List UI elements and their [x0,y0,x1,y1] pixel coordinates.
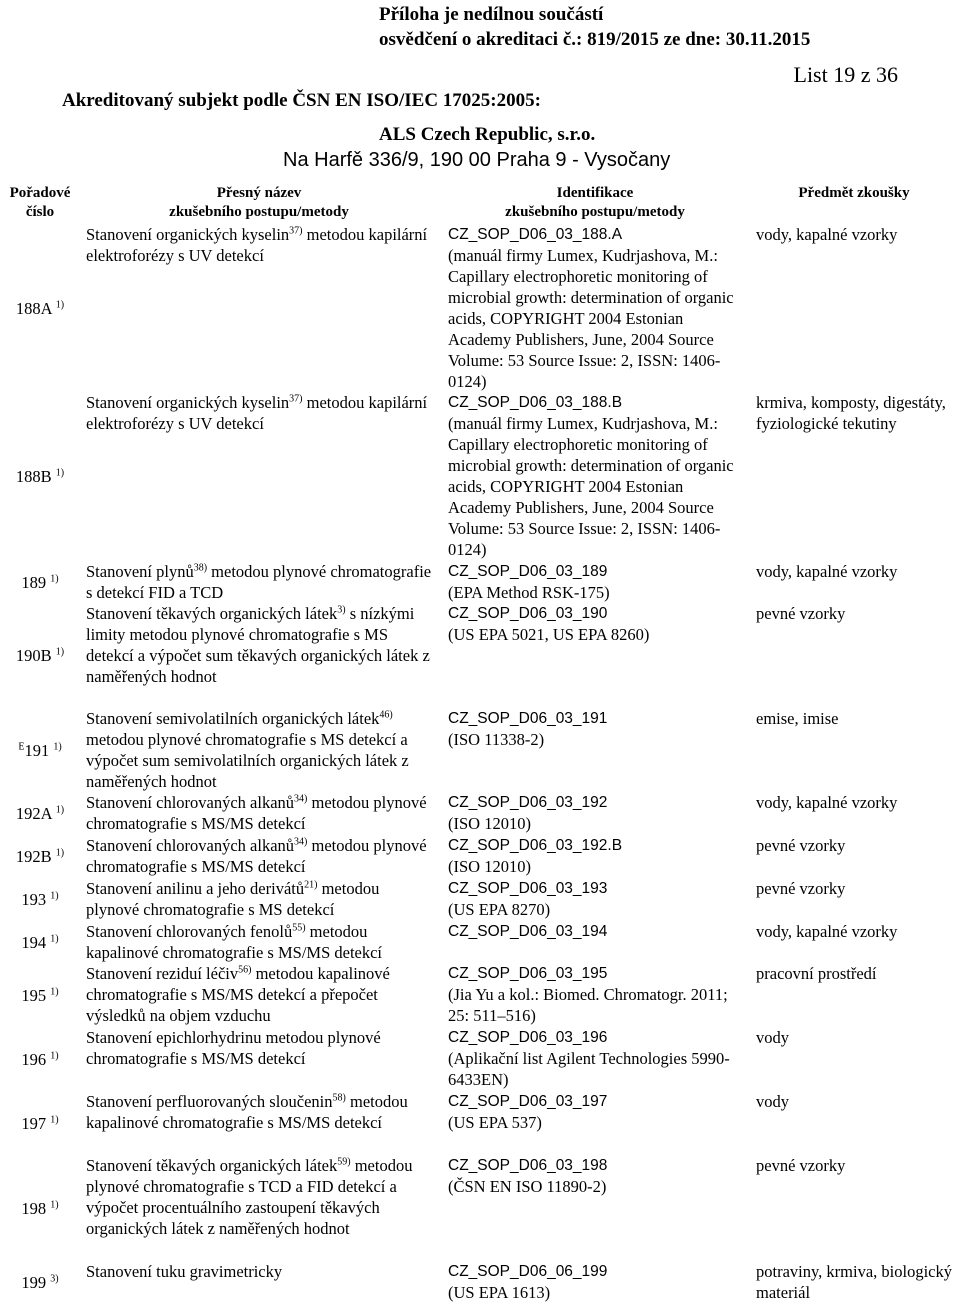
sop-reference: (ISO 11338-2) [448,730,545,749]
column-header-subject [750,184,958,224]
order-number-cell [2,921,78,963]
table-row [2,792,958,835]
method-name-text: Stanovení chlorovaných alkanů [86,836,295,855]
order-number: 189 [21,572,47,592]
order-number-footnote: 1) [55,299,65,310]
method-name-cell [78,1261,440,1303]
order-number-footnote: 1) [50,573,59,584]
identification-cell [440,224,750,392]
method-name-cell [78,792,440,835]
method-footnote: 34) [294,793,308,805]
sop-reference: (manuál firmy Lumex, Kudrjashova, M.: Capillary electrophoretic monitoring of microbial growth: determination of organic acids, COPYRIGHT 2004 Estonian Academy Publishers, June, 2004 Source Volume: 53 Source Issue: 2, ISSN: 1406-0124) [448,246,734,391]
sop-code: CZ_SOP_D06_03_194 [448,923,608,940]
identification-cell [440,878,750,921]
order-number-footnote: 1) [55,847,65,859]
method-name-cell [78,561,440,603]
sop-code: CZ_SOP_D06_03_197 [448,1093,608,1110]
order-number-footnote: 1) [55,467,65,479]
test-subject: vody, kapalné vzorky [756,562,898,581]
test-subject: pracovní prostředí [756,964,877,983]
method-footnote: 59) [337,1156,351,1168]
method-name-cell [78,708,440,792]
order-number-cell [2,835,78,878]
sop-code: CZ_SOP_D06_03_195 [448,965,608,982]
test-subject-cell [750,963,958,1027]
test-subject: pevné vzorky [756,836,846,855]
method-name-text-rest: metodou kapalinové chromatografie s MS/MS detekcí [86,1092,408,1132]
method-footnote: 37) [289,225,303,237]
test-subject-cell [750,878,958,921]
table-row [2,1155,958,1261]
column-header-line: Pořadové [9,185,71,201]
method-name-text: Stanovení těkavých organických látek [86,604,338,623]
identification-cell [440,392,750,561]
test-subject-cell [750,392,958,561]
order-number: 188B [15,467,52,486]
method-name-cell [78,963,440,1027]
order-number-cell [2,1155,78,1261]
method-name-text: Stanovení organických kyselin [86,225,290,244]
order-number-footnote: 1) [50,1050,59,1061]
column-header-identification [440,184,750,224]
annex-notice: Příloha je nedílnou součástí [379,4,604,25]
identification-cell [440,561,750,603]
order-number: 188A [15,298,52,318]
table-row [2,708,958,792]
order-number: 190B [15,646,52,665]
method-name-text-rest: metodou kapilární elektroforézy s UV detekcí [86,393,428,433]
table-row [2,1027,958,1091]
test-subject: potraviny, krmiva, biologický materiál [756,1262,952,1302]
method-footnote: 58) [332,1092,346,1104]
method-name-text: Stanovení perfluorovaných sloučenin [86,1092,333,1111]
test-subject: pevné vzorky [756,604,846,623]
sop-code: CZ_SOP_D06_03_191 [448,710,608,727]
order-number: 199 [21,1272,47,1292]
test-subject: vody [756,1028,789,1047]
identification-cell [440,921,750,963]
sop-reference: (US EPA 8270) [448,900,551,919]
laboratory-name: ALS Czech Republic, s.r.o. [379,124,596,145]
method-footnote: 56) [238,964,252,976]
methods-table [2,184,958,1303]
accredited-subject-heading: Akreditovaný subjekt podle ČSN EN ISO/IEC 17025:2005: [62,90,541,111]
order-number: 191 [24,740,50,760]
sop-reference: (ISO 12010) [448,857,531,876]
sop-code: CZ_SOP_D06_06_199 [448,1263,608,1280]
identification-cell [440,603,750,708]
order-number-cell [2,708,78,792]
method-footnote: 55) [292,922,306,934]
column-header-line: zkušebního postupu/metody [169,204,349,220]
identification-cell [440,1155,750,1261]
order-number-cell [2,1091,78,1155]
order-number: 194 [21,932,47,952]
method-footnote: 46) [379,709,393,721]
test-subject-cell [750,792,958,835]
identification-cell [440,1261,750,1303]
table-row [2,1261,958,1303]
table-row [2,224,958,392]
sop-reference: (ČSN EN ISO 11890-2) [448,1177,607,1196]
method-name-text-rest: metodou kapilární elektroforézy s UV detekcí [86,225,428,265]
sop-reference: (US EPA 5021, US EPA 8260) [448,625,650,644]
method-name-text-rest: metodou plynové chromatografie s MS detekcí a výpočet sum semivolatilních organických látek z naměřených hodnot [86,730,409,791]
method-name-text-rest: metodou plynové chromatografie s TCD a FID detekcí a výpočet procentuálního zastoupení těkavých organických látek z naměřených hodnot [86,1156,413,1238]
order-number-cell [2,224,78,392]
table-row [2,561,958,603]
test-subject-cell [750,1091,958,1155]
sop-reference: (US EPA 1613) [448,1283,551,1302]
column-header-line: Předmět zkoušky [798,185,910,201]
column-header-line: Přesný název [216,185,302,201]
test-subject-cell [750,224,958,392]
method-name-text: Stanovení chlorovaných alkanů [86,793,295,812]
method-name-cell [78,921,440,963]
order-number-footnote: 1) [50,933,59,944]
order-number-footnote: 1) [50,986,59,997]
sop-reference: (manuál firmy Lumex, Kudrjashova, M.: Capillary electrophoretic monitoring of microbial growth: determination of organic acids, COPYRIGHT 2004 Estonian Academy Publishers, June, 2004 Source Volume: 53 Source Issue: 2, ISSN: 1406-0124) [448,414,734,559]
order-number-footnote: 1) [53,741,62,752]
order-number-prefix: E [18,741,25,752]
table-row [2,392,958,561]
method-name-text: Stanovení organických kyselin [86,393,290,412]
sop-code: CZ_SOP_D06_03_196 [448,1029,608,1046]
method-name-text: Stanovení anilinu a jeho derivátů [86,879,305,898]
table-header-row [2,184,958,224]
table-row [2,963,958,1027]
test-subject: krmiva, komposty, digestáty, fyziologické tekutiny [756,393,946,433]
sop-code: CZ_SOP_D06_03_193 [448,880,608,897]
order-number-footnote: 1) [50,1199,59,1210]
page-number: List 19 z 36 [793,62,898,87]
order-number: 192B [15,847,52,866]
method-name-text-rest: s nízkými limity metodou plynové chromatografie s MS detekcí a výpočet sum těkavých organických látek z naměřených hodnot [86,604,430,686]
order-number: 195 [21,985,47,1005]
test-subject-cell [750,708,958,792]
order-number: 193 [21,890,47,909]
order-number-cell [2,792,78,835]
method-name-cell [78,878,440,921]
order-number-cell [2,963,78,1027]
test-subject-cell [750,1155,958,1261]
table-row [2,835,958,878]
table-row [2,878,958,921]
method-footnote: 34) [294,836,308,848]
method-name-text: Stanovení těkavých organických látek [86,1156,338,1175]
method-name-text: Stanovení chlorovaných fenolů [86,922,293,941]
identification-cell [440,1027,750,1091]
test-subject: vody [756,1092,789,1111]
method-name-text: Stanovení plynů [86,562,194,581]
identification-cell [440,835,750,878]
order-number-cell [2,878,78,921]
identification-cell [440,792,750,835]
method-footnote: 3) [337,604,346,616]
method-name-text: Stanovení reziduí léčiv [86,964,239,983]
sop-code: CZ_SOP_D06_03_188.A [448,226,623,243]
method-name-text-rest: metodou plynové chromatografie s MS/MS detekcí [86,836,427,876]
column-header-line: číslo [25,204,55,220]
method-name-text: Stanovení semivolatilních organických látek [86,709,380,728]
method-name-text-rest: metodou plynové chromatografie s MS detekcí [86,879,380,919]
sop-code: CZ_SOP_D06_03_190 [448,605,608,622]
order-number-footnote: 3) [50,1273,59,1284]
test-subject: pevné vzorky [756,879,846,898]
test-subject: vody, kapalné vzorky [756,225,898,244]
order-number-footnote: 1) [55,804,65,816]
method-name-cell [78,1027,440,1091]
order-number-cell [2,561,78,603]
method-footnote: 38) [193,562,208,574]
laboratory-address: Na Harfě 336/9, 190 00 Praha 9 - Vysočany [283,149,671,171]
order-number-footnote: 1) [55,646,65,658]
order-number-cell [2,1027,78,1091]
sop-code: CZ_SOP_D06_03_189 [448,563,608,580]
column-header-line: zkušebního postupu/metody [505,204,685,220]
method-name-text: Stanovení tuku gravimetricky [86,1262,283,1281]
test-subject: emise, imise [756,709,839,728]
test-subject-cell [750,1261,958,1303]
sop-code: CZ_SOP_D06_03_188.B [448,394,623,411]
test-subject: vody, kapalné vzorky [756,922,898,941]
sop-reference: (US EPA 537) [448,1113,542,1132]
sop-reference: (Jia Yu a kol.: Biomed. Chromatogr. 2011; 25: 511–516) [448,985,728,1025]
order-number: 196 [21,1049,47,1069]
method-name-text-rest: metodou kapalinové chromatografie s MS/MS detekcí [86,922,383,962]
method-name-cell [78,224,440,392]
certificate-reference: osvědčení o akreditaci č.: 819/2015 ze dne: 30.11.2015 [379,29,811,50]
test-subject-cell [750,835,958,878]
order-number-footnote: 1) [50,1114,59,1125]
sop-code: CZ_SOP_D06_03_198 [448,1157,608,1174]
method-name-cell [78,392,440,561]
method-name-text: Stanovení epichlorhydrinu metodou plynové chromatografie s MS/MS detekcí [86,1028,381,1068]
table-row [2,921,958,963]
method-footnote: 21) [304,879,318,891]
table-row [2,1091,958,1155]
order-number-cell [2,603,78,708]
method-name-text-rest: metodou plynové chromatografie s MS/MS detekcí [86,793,427,833]
identification-cell [440,1091,750,1155]
method-footnote: 37) [289,393,303,405]
order-number: 197 [21,1113,47,1133]
order-number: 192A [15,804,52,823]
test-subject: pevné vzorky [756,1156,846,1175]
column-header-line: Identifikace [556,185,634,201]
order-number-cell [2,392,78,561]
method-name-text-rest: metodou kapalinové chromatografie s MS/MS detekcí a přepočet výsledků na objem vzduchu [86,964,390,1025]
test-subject-cell [750,1027,958,1091]
test-subject: vody, kapalné vzorky [756,793,898,812]
test-subject-cell [750,561,958,603]
sop-reference: (EPA Method RSK-175) [448,583,610,602]
sop-reference: (ISO 12010) [448,814,531,833]
sop-code: CZ_SOP_D06_03_192 [448,794,608,811]
method-name-cell [78,1091,440,1155]
method-name-cell [78,1155,440,1261]
table-row [2,603,958,708]
sop-code: CZ_SOP_D06_03_192.B [448,837,623,854]
test-subject-cell [750,921,958,963]
test-subject-cell [750,603,958,708]
column-header-method-name [78,184,440,224]
method-name-text-rest: metodou plynové chromatografie s detekcí FID a TCD [86,562,432,602]
order-number-cell [2,1261,78,1303]
identification-cell [440,963,750,1027]
sop-reference: (Aplikační list Agilent Technologies 5990-6433EN) [448,1049,730,1089]
identification-cell [440,708,750,792]
order-number: 198 [21,1198,47,1218]
method-name-cell [78,835,440,878]
column-header-order-no [2,184,78,224]
order-number-footnote: 1) [50,890,59,902]
method-name-cell [78,603,440,708]
